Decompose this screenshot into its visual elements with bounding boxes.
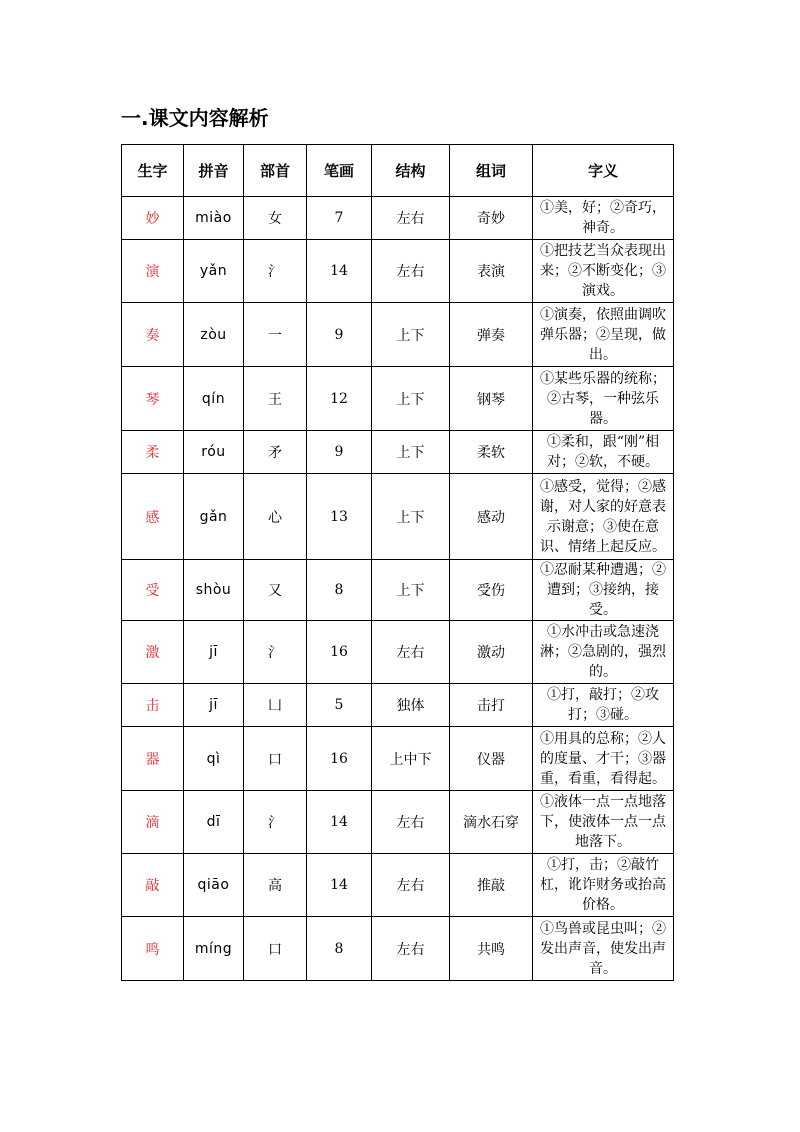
cell-word: 奇妙 [450,197,533,240]
cell-radical: 王 [244,367,307,431]
cell-pinyin: miào [184,197,244,240]
cell-char: 琴 [122,367,184,431]
cell-structure: 左右 [372,854,450,917]
meaning-text: ①感受，觉得；②感谢，对人家的好意表示谢意；③使在意识、情绪上起反应。 [540,478,666,555]
cell-strokes: 9 [307,431,372,474]
cell-strokes: 7 [307,197,372,240]
cell-radical: 氵 [244,240,307,303]
cell-char: 击 [122,684,184,727]
header-radical: 部首 [244,145,307,197]
table-row [122,727,674,791]
cell-pinyin: jī [184,684,244,727]
cell-word: 滴水石穿 [450,791,533,854]
cell-strokes: 16 [307,727,372,791]
cell-radical: 口 [244,917,307,981]
cell-pinyin: qiāo [184,854,244,917]
cell-radical: 口 [244,727,307,791]
cell-strokes: 12 [307,367,372,431]
cell-word: 共鸣 [450,917,533,981]
cell-pinyin: qì [184,727,244,791]
cell-pinyin: qín [184,367,244,431]
cell-radical: 又 [244,560,307,621]
cell-radical: 心 [244,474,307,560]
meaning-text: ①美，好；②奇巧，神奇。 [540,200,666,236]
cell-meaning [533,367,674,431]
cell-pinyin: yǎn [184,240,244,303]
cell-word: 激动 [450,621,533,684]
table-row [122,854,674,917]
cell-strokes: 14 [307,854,372,917]
table-row [122,917,674,981]
cell-strokes: 8 [307,560,372,621]
header-word: 组词 [450,145,533,197]
cell-word: 柔软 [450,431,533,474]
cell-structure: 上下 [372,431,450,474]
cell-structure: 左右 [372,917,450,981]
cell-structure: 左右 [372,240,450,303]
table-row [122,197,674,240]
meaning-text: ①某些乐器的统称；②古琴，一种弦乐器。 [540,370,666,427]
cell-radical: 氵 [244,791,307,854]
cell-structure: 上下 [372,560,450,621]
cell-word: 击打 [450,684,533,727]
cell-char: 鸣 [122,917,184,981]
header-char: 生字 [122,145,184,197]
meaning-text: ①演奏，依照曲调吹弹乐器；②呈现，做出。 [540,306,666,363]
cell-char: 器 [122,727,184,791]
cell-meaning [533,854,674,917]
table-row [122,684,674,727]
cell-structure: 上下 [372,474,450,560]
table-row [122,367,674,431]
cell-meaning [533,621,674,684]
cell-char: 激 [122,621,184,684]
vocabulary-table [121,144,674,981]
cell-structure: 左右 [372,621,450,684]
cell-meaning [533,560,674,621]
cell-pinyin: míng [184,917,244,981]
cell-meaning [533,431,674,474]
cell-strokes: 9 [307,303,372,367]
cell-char: 滴 [122,791,184,854]
header-row [122,145,674,197]
cell-word: 仪器 [450,727,533,791]
cell-char: 柔 [122,431,184,474]
cell-pinyin: zòu [184,303,244,367]
cell-strokes: 14 [307,791,372,854]
table-row [122,474,674,560]
cell-strokes: 14 [307,240,372,303]
cell-char: 奏 [122,303,184,367]
cell-meaning [533,240,674,303]
meaning-text: ①打，击；②敲竹杠，讹诈财务或抬高价格。 [540,857,666,913]
cell-strokes: 13 [307,474,372,560]
cell-structure: 左右 [372,197,450,240]
cell-word: 受伤 [450,560,533,621]
cell-radical: 凵 [244,684,307,727]
cell-char: 受 [122,560,184,621]
cell-char: 演 [122,240,184,303]
cell-structure: 上下 [372,367,450,431]
table-row [122,621,674,684]
cell-radical: 高 [244,854,307,917]
table-row [122,240,674,303]
header-structure: 结构 [372,145,450,197]
meaning-text: ①柔和，跟“刚”相对；②软，不硬。 [546,434,660,470]
cell-structure: 左右 [372,791,450,854]
cell-char: 敲 [122,854,184,917]
cell-radical: 矛 [244,431,307,474]
cell-meaning [533,303,674,367]
cell-word: 感动 [450,474,533,560]
cell-pinyin: jī [184,621,244,684]
cell-word: 弹奏 [450,303,533,367]
table-row [122,791,674,854]
table-row [122,560,674,621]
cell-meaning [533,197,674,240]
cell-radical: 一 [244,303,307,367]
cell-pinyin: gǎn [184,474,244,560]
header-pinyin: 拼音 [184,145,244,197]
cell-strokes: 16 [307,621,372,684]
meaning-text: ①鸟兽或昆虫叫；②发出声音，使发出声音。 [540,920,666,977]
cell-word: 钢琴 [450,367,533,431]
cell-meaning [533,474,674,560]
header-meaning: 字义 [533,145,674,197]
meaning-text: ①液体一点一点地落下，使液体一点一点地落下。 [540,794,666,850]
header-strokes: 笔画 [307,145,372,197]
cell-pinyin: róu [184,431,244,474]
cell-meaning [533,727,674,791]
cell-structure: 上中下 [372,727,450,791]
meaning-text: ①用具的总称；②人的度量、才干；③器重，看重，看得起。 [540,730,666,787]
cell-structure: 上下 [372,303,450,367]
cell-word: 表演 [450,240,533,303]
meaning-text: ①打，敲打；②攻打；③碰。 [547,687,659,723]
meaning-text: ①水冲击或急速浇淋；②急剧的，强烈的。 [540,624,666,680]
cell-meaning [533,917,674,981]
section-title: 一.课文内容解析 [121,106,269,130]
cell-strokes: 5 [307,684,372,727]
cell-char: 妙 [122,197,184,240]
cell-meaning [533,684,674,727]
cell-strokes: 8 [307,917,372,981]
table-row [122,303,674,367]
cell-pinyin: dī [184,791,244,854]
meaning-text: ①把技艺当众表现出来；②不断变化；③演戏。 [540,243,666,299]
table-row [122,431,674,474]
cell-meaning [533,791,674,854]
cell-radical: 氵 [244,621,307,684]
cell-radical: 女 [244,197,307,240]
cell-word: 推敲 [450,854,533,917]
cell-pinyin: shòu [184,560,244,621]
cell-char: 感 [122,474,184,560]
cell-structure: 独体 [372,684,450,727]
meaning-text: ①忍耐某种遭遇；②遭到；③接纳，接受。 [540,562,666,618]
